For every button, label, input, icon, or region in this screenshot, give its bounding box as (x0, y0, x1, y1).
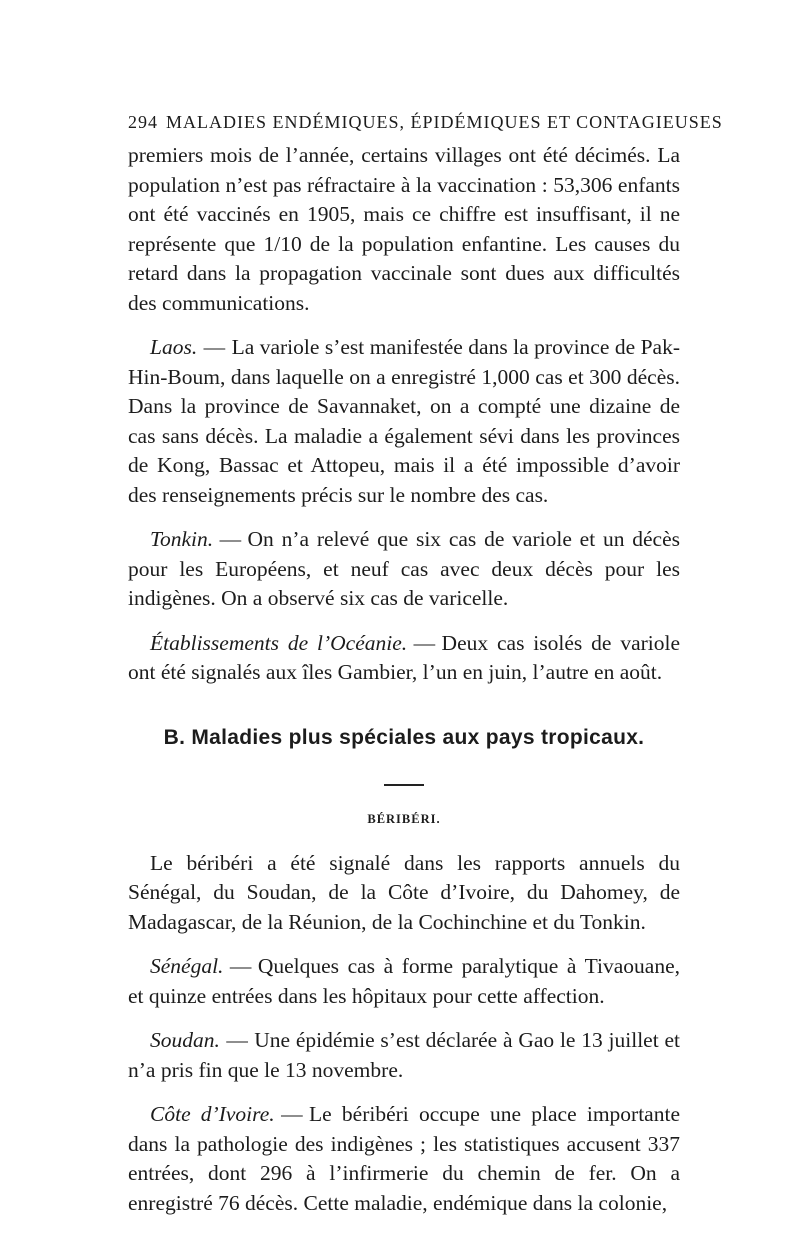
paragraph-text: La variole s’est manifestée dans la province de Pak-Hin-Boum, dans laquelle on a enregistré 1,000 cas et 300 décès. Dans la province de Savannaket, on a compté une dizaine de cas sans décès. La maladie a également sévi dans les provinces de Kong, Bassac et Attopeu, mais il a été impossible d’avoir des renseignements précis sur le nombre des cas. (128, 335, 680, 507)
paragraph-text: Quelques cas à forme paralytique à Tivaouane, et quinze entrées dans les hôpitaux pour cette affection. (128, 954, 680, 1008)
paragraph-laos (128, 333, 680, 510)
paragraph-beriberi-intro: Le béribéri a été signalé dans les rapports annuels du Sénégal, du Soudan, de la Côte d’Ivoire, du Dahomey, de Madagascar, de la Réunion, de la Cochinchine et du Tonkin. (128, 850, 680, 934)
paragraph-senegal (128, 952, 680, 1011)
paragraph-text: On n’a relevé que six cas de variole et un décès pour les Européens, et neuf cas avec deux décès pour les indigènes. On a observé six cas de varicelle. (128, 527, 680, 610)
page-number: 294 (128, 112, 158, 132)
running-title: MALADIES ENDÉMIQUES, ÉPIDÉMIQUES ET CONTAGIEUSES (166, 112, 723, 132)
paragraph-cote-ivoire (128, 1100, 680, 1218)
paragraph-soudan (128, 1026, 680, 1085)
em-dash: — (281, 1102, 303, 1126)
em-dash: — (413, 630, 436, 655)
paragraph-oceanie (128, 629, 680, 688)
paragraph-lead: Côte d’Ivoire. (150, 1102, 275, 1126)
em-dash: — (229, 954, 252, 978)
document-page (128, 112, 723, 1218)
paragraph-text: Deux cas isolés de variole ont été signalés aux îles Gambier, l’un en juin, l’autre en août. (128, 630, 681, 684)
paragraph-lead: Tonkin. (150, 527, 214, 551)
section-divider (384, 784, 424, 786)
paragraph-continuation: premiers mois de l’année, certains villages ont été décimés. La population n’est pas réfractaire à la vaccination : 53,306 enfants ont été vaccinés en 1905, mais ce chiffre est insuffisant, il ne représente que 1/10 de la population enfantine. Les causes du retard dans la propagation vaccinale sont dues aux difficultés des communications. (128, 143, 680, 315)
paragraph-lead: Laos. (150, 335, 198, 359)
em-dash: — (226, 1028, 248, 1052)
section-subtitle: BÉRIBÉRI. (367, 811, 441, 826)
running-header (128, 112, 723, 133)
em-dash: — (219, 527, 242, 551)
em-dash: — (203, 335, 226, 359)
paragraph-lead: Établissements de l’Océanie. (150, 630, 408, 655)
paragraph-tonkin (128, 525, 680, 614)
section-title: B. Maladies plus spéciales aux pays tropicaux. (163, 725, 645, 749)
paragraph-lead: Soudan. (150, 1028, 220, 1052)
paragraph-text: Une épidémie s’est déclarée à Gao le 13 juillet et n’a pris fin que le 13 novembre. (128, 1028, 680, 1082)
paragraph-text: Le béribéri occupe une place importante dans la pathologie des indigènes ; les statistiques accusent 337 entrées, dont 296 à l’infirmerie du chemin de fer. On a enregistré 76 décès. Cette maladie, endémique dans la colonie, (128, 1102, 680, 1215)
paragraph-lead: Sénégal. (150, 954, 224, 978)
